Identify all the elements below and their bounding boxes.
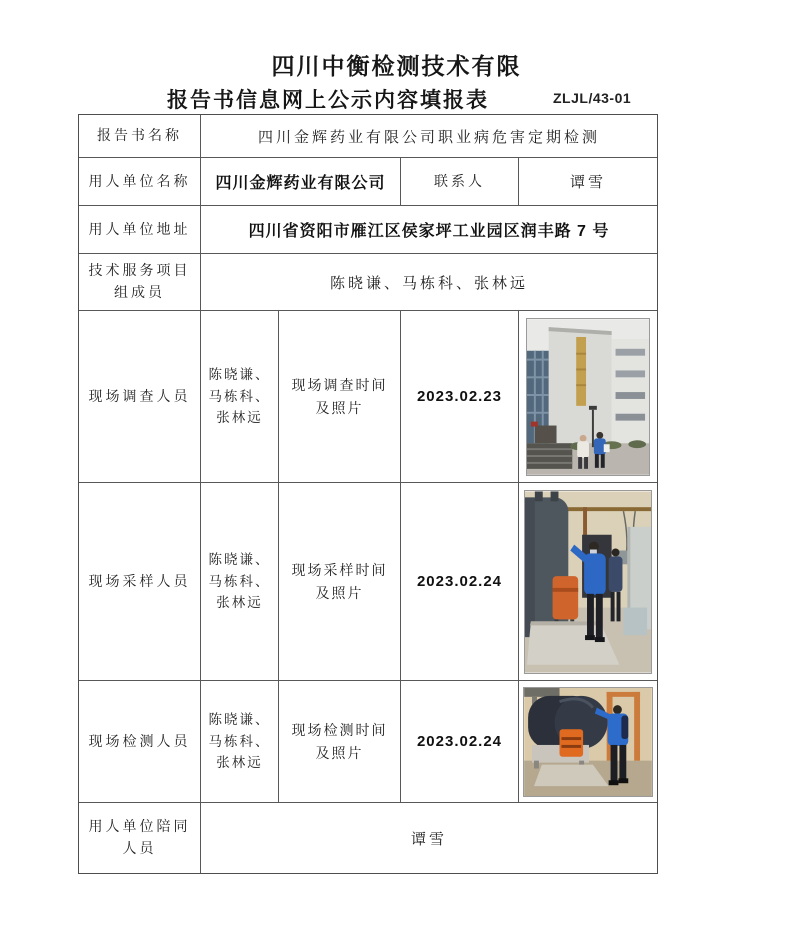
employer-address-label: 用人单位地址	[79, 206, 201, 254]
employer-name-label: 用人单位名称	[79, 158, 201, 206]
site-photo-boiler-testing	[523, 687, 653, 797]
company-title: 四川中衡检测技术有限	[271, 53, 522, 79]
accompany-value: 谭雪	[410, 830, 447, 848]
testing-time-label-line2: 及照片	[315, 744, 364, 761]
team-label-line2: 组成员	[114, 284, 165, 300]
accompany-label-line1: 用人单位陪同	[88, 818, 191, 835]
testing-time-label	[279, 681, 401, 803]
contact-label: 联系人	[401, 158, 519, 206]
survey-photo-cell	[519, 311, 657, 483]
report-info-table	[78, 114, 658, 874]
sampling-members-line3: 张林远	[216, 595, 263, 611]
sampling-members-line2: 马栋科、	[208, 573, 271, 589]
employer-address-value: 四川省资阳市雁江区侯家坪工业园区润丰路 7 号	[201, 206, 657, 254]
team-value: 陈晓谦、马栋科、张林远	[201, 254, 657, 311]
survey-members-line3: 张林远	[216, 410, 263, 426]
testing-time-label-line1: 现场检测时间	[291, 722, 388, 739]
sampling-members-line1: 陈晓谦、	[208, 552, 271, 568]
survey-time-label	[279, 311, 401, 483]
testing-label: 现场检测人员	[79, 681, 201, 803]
site-photo-building-exterior	[526, 318, 650, 476]
team-label	[79, 254, 201, 311]
survey-members-line1: 陈晓谦、	[208, 367, 271, 383]
form-title: 报告书信息网上公示内容填报表	[167, 89, 489, 112]
report-name-label: 报告书名称	[79, 115, 201, 158]
survey-time-label-line1: 现场调查时间	[291, 377, 388, 394]
report-name-value: 四川金辉药业有限公司职业病危害定期检测	[201, 115, 657, 158]
sampling-time-label-line2: 及照片	[315, 584, 364, 601]
testing-members-line1: 陈晓谦、	[208, 712, 271, 728]
survey-date: 2023.02.23	[401, 311, 519, 483]
testing-date: 2023.02.24	[401, 681, 519, 803]
team-label-line1: 技术服务项目	[88, 262, 191, 279]
testing-members-line2: 马栋科、	[208, 733, 271, 749]
site-photo-boiler-sampling	[524, 490, 652, 674]
sampling-label: 现场采样人员	[79, 483, 201, 681]
survey-label: 现场调查人员	[79, 311, 201, 483]
sampling-photo-cell	[519, 483, 657, 681]
sampling-time-label	[279, 483, 401, 681]
document-code: ZLJL/43-01	[553, 90, 632, 106]
sampling-members	[201, 483, 279, 681]
accompany-label	[79, 803, 201, 873]
testing-members-line3: 张林远	[216, 755, 263, 771]
accompany-label-line2: 人员	[122, 840, 157, 856]
survey-time-label-line2: 及照片	[315, 399, 364, 416]
sampling-time-label-line1: 现场采样时间	[291, 562, 388, 579]
survey-members	[201, 311, 279, 483]
contact-value: 谭雪	[519, 158, 657, 206]
sampling-date: 2023.02.24	[401, 483, 519, 681]
testing-photo-cell	[519, 681, 657, 803]
employer-name-value: 四川金辉药业有限公司	[201, 158, 401, 206]
testing-members	[201, 681, 279, 803]
survey-members-line2: 马栋科、	[208, 388, 271, 404]
